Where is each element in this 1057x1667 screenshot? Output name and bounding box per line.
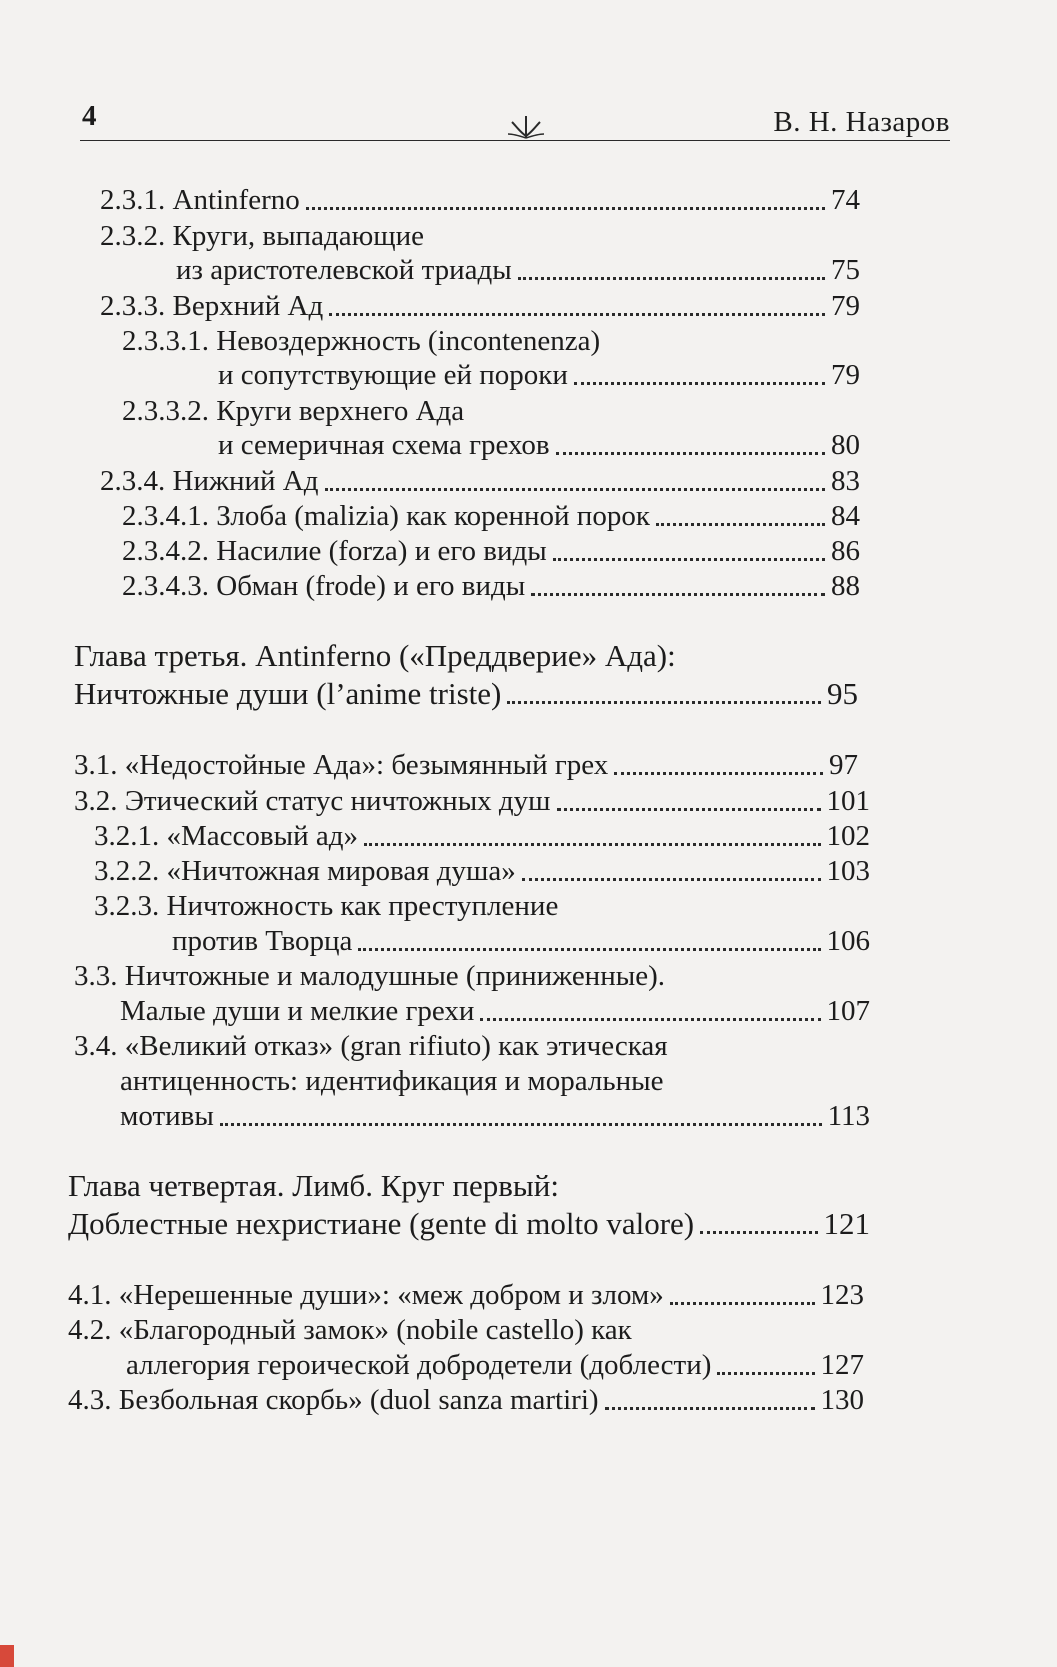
dot-leader: [220, 1123, 822, 1126]
toc-entry-3-2-2: [94, 854, 870, 888]
toc-page: 123: [820, 1279, 864, 1311]
toc-entry-4-1: [68, 1278, 864, 1312]
toc-entry-3-4-line1: [74, 1029, 668, 1063]
toc-title: аллегория героической добродетели (доблести): [126, 1349, 712, 1381]
toc-page: 102: [826, 820, 870, 852]
toc-page: 113: [827, 1100, 870, 1132]
running-head-author: В. Н. Назаров: [773, 106, 950, 138]
toc-number: 2.3.4.3.: [122, 570, 209, 602]
toc-entry-3-1: [74, 748, 858, 782]
toc-title: «Благородный замок» (nobile castello) как: [118, 1314, 632, 1346]
toc-entry-2-3-3-2-line1: [122, 394, 464, 428]
toc-number: 3.4.: [74, 1030, 118, 1062]
toc-title: Нижний Ад: [172, 465, 319, 497]
page-number: 4: [82, 100, 97, 132]
page-edge-mark: [0, 1645, 14, 1667]
toc-entry-3-2-3-line2: [172, 924, 870, 958]
toc-title: «Великий отказ» (gran rifiuto) как этическая: [124, 1030, 668, 1062]
toc-title: против Творца: [172, 925, 353, 957]
dot-leader: [605, 1407, 815, 1410]
toc-entry-2-3-3-1-line2: [218, 358, 860, 392]
dot-leader: [329, 313, 825, 316]
toc-number: 3.1.: [74, 749, 118, 781]
toc-title: и сопутствующие ей пороки: [218, 359, 568, 391]
toc-page: 75: [831, 254, 860, 286]
toc-entry-3-2-3-line1: [94, 889, 558, 923]
toc-number: 2.3.4.: [100, 465, 166, 497]
toc-entry-3-2-1: [94, 819, 870, 853]
toc-page: 95: [827, 676, 858, 711]
toc-title: Круги верхнего Ада: [216, 395, 465, 427]
toc-entry-3-3-line2: [120, 994, 870, 1028]
toc-page: 127: [820, 1349, 864, 1381]
toc-entry-2-3-3-2-line2: [218, 428, 860, 462]
toc-page: 74: [831, 184, 860, 216]
toc-number: 2.3.3.2.: [122, 395, 209, 427]
toc-title: Ничтожные души (l’anime triste): [74, 676, 502, 711]
toc-entry-4-2-line1: [68, 1313, 632, 1347]
toc-entry-2-3-3: [100, 289, 860, 323]
chapter-3-title-line2: [74, 677, 858, 711]
toc-entry-2-3-4-2: [122, 534, 860, 568]
toc-entry-3-4-line3: [120, 1099, 870, 1133]
toc-entry-2-3-4-3: [122, 569, 860, 603]
toc-title: Ничтожность как преступление: [166, 890, 559, 922]
toc-title: Antinferno: [172, 184, 300, 216]
toc-entry-2-3-2-line2: [176, 253, 860, 287]
toc-title: Обман (frode) и его виды: [216, 570, 526, 602]
toc-title: Доблестные нехристиане (gente di molto valore): [68, 1206, 695, 1241]
toc-title: мотивы: [120, 1100, 214, 1132]
dot-leader: [522, 878, 821, 881]
dot-leader: [306, 207, 825, 210]
toc-page: 86: [831, 535, 860, 567]
toc-number: 3.2.: [74, 785, 118, 817]
dot-leader: [480, 1018, 820, 1021]
dot-leader: [700, 1231, 817, 1234]
toc-title: Малые души и мелкие грехи: [120, 995, 475, 1027]
toc-page: 79: [831, 290, 860, 322]
toc-title: Злоба (malizia) как коренной порок: [216, 500, 650, 532]
toc-page: 84: [831, 500, 860, 532]
dot-leader: [557, 808, 821, 811]
toc-entry-2-3-2-line1: [100, 219, 424, 253]
toc-title: Безбольная скорбь» (duol sanza martiri): [118, 1384, 599, 1416]
toc-entry-3-3-line1: [74, 959, 665, 993]
chapter-4-title-line1: Глава четвертая. Лимб. Круг первый:: [68, 1168, 559, 1203]
toc-entry-2-3-4-1: [122, 499, 860, 533]
toc-number: 3.3.: [74, 960, 118, 992]
toc-number: 2.3.3.1.: [122, 325, 209, 357]
dot-leader: [364, 843, 821, 846]
dot-leader: [656, 523, 825, 526]
toc-title: и семеричная схема грехов: [218, 429, 550, 461]
ornament-icon: [506, 114, 546, 140]
page-header: [80, 96, 950, 146]
toc-entry-4-3: [68, 1383, 864, 1417]
toc-page: 79: [831, 359, 860, 391]
dot-leader: [556, 452, 825, 455]
toc-number: 2.3.4.2.: [122, 535, 209, 567]
toc-page: 130: [820, 1384, 864, 1416]
toc-entry-2-3-3-1-line1: [122, 324, 600, 358]
toc-title: «Недостойные Ада»: безымянный грех: [124, 749, 609, 781]
toc-number: 4.1.: [68, 1279, 112, 1311]
toc-number: 3.2.2.: [94, 855, 160, 887]
toc-title: Этический статус ничтожных душ: [124, 785, 551, 817]
dot-leader: [518, 277, 825, 280]
chapter-3-title-line1: Глава третья. Antinferno («Преддверие» Ада):: [74, 638, 676, 673]
toc-page: 121: [823, 1206, 870, 1241]
dot-leader: [325, 488, 825, 491]
toc-title: Невоздержность (incontenenza): [216, 325, 601, 357]
toc-page: 83: [831, 465, 860, 497]
toc-number: 2.3.1.: [100, 184, 166, 216]
toc-page: 101: [826, 785, 870, 817]
toc-entry-3-4-line2: антиценность: идентификация и моральные: [120, 1065, 664, 1097]
toc-page: 97: [829, 749, 858, 781]
toc-entry-2-3-1: [100, 183, 860, 217]
toc-number: 4.3.: [68, 1384, 112, 1416]
dot-leader: [507, 701, 821, 704]
dot-leader: [574, 382, 825, 385]
toc-page: 88: [831, 570, 860, 602]
dot-leader: [614, 772, 823, 775]
dot-leader: [717, 1372, 814, 1375]
toc-number: 2.3.4.1.: [122, 500, 209, 532]
header-rule: [80, 140, 950, 141]
toc-number: 4.2.: [68, 1314, 112, 1346]
chapter-4-title-line2: [68, 1207, 870, 1241]
toc-entry-2-3-4: [100, 464, 860, 498]
toc-number: 3.2.3.: [94, 890, 160, 922]
toc-number: 2.3.2.: [100, 220, 166, 252]
toc-entry-3-2: [74, 784, 870, 818]
toc-page: 107: [826, 995, 870, 1027]
toc-title: «Нерешенные души»: «меж добром и злом»: [118, 1279, 664, 1311]
dot-leader: [531, 593, 825, 596]
toc-title: Насилие (forza) и его виды: [216, 535, 547, 567]
toc-title: «Массовый ад»: [166, 820, 358, 852]
toc-page: 80: [831, 429, 860, 461]
toc-title: Верхний Ад: [172, 290, 324, 322]
toc-title: Ничтожные и малодушные (приниженные).: [124, 960, 665, 992]
dot-leader: [670, 1302, 815, 1305]
toc-number: 3.2.1.: [94, 820, 160, 852]
toc-title: Круги, выпадающие: [172, 220, 424, 252]
toc-page: 103: [826, 855, 870, 887]
toc-title: «Ничтожная мировая душа»: [166, 855, 516, 887]
toc-number: 2.3.3.: [100, 290, 166, 322]
toc-page: 106: [826, 925, 870, 957]
toc-entry-4-2-line2: [126, 1348, 864, 1382]
toc-title: из аристотелевской триады: [176, 254, 512, 286]
dot-leader: [358, 948, 820, 951]
dot-leader: [553, 558, 825, 561]
